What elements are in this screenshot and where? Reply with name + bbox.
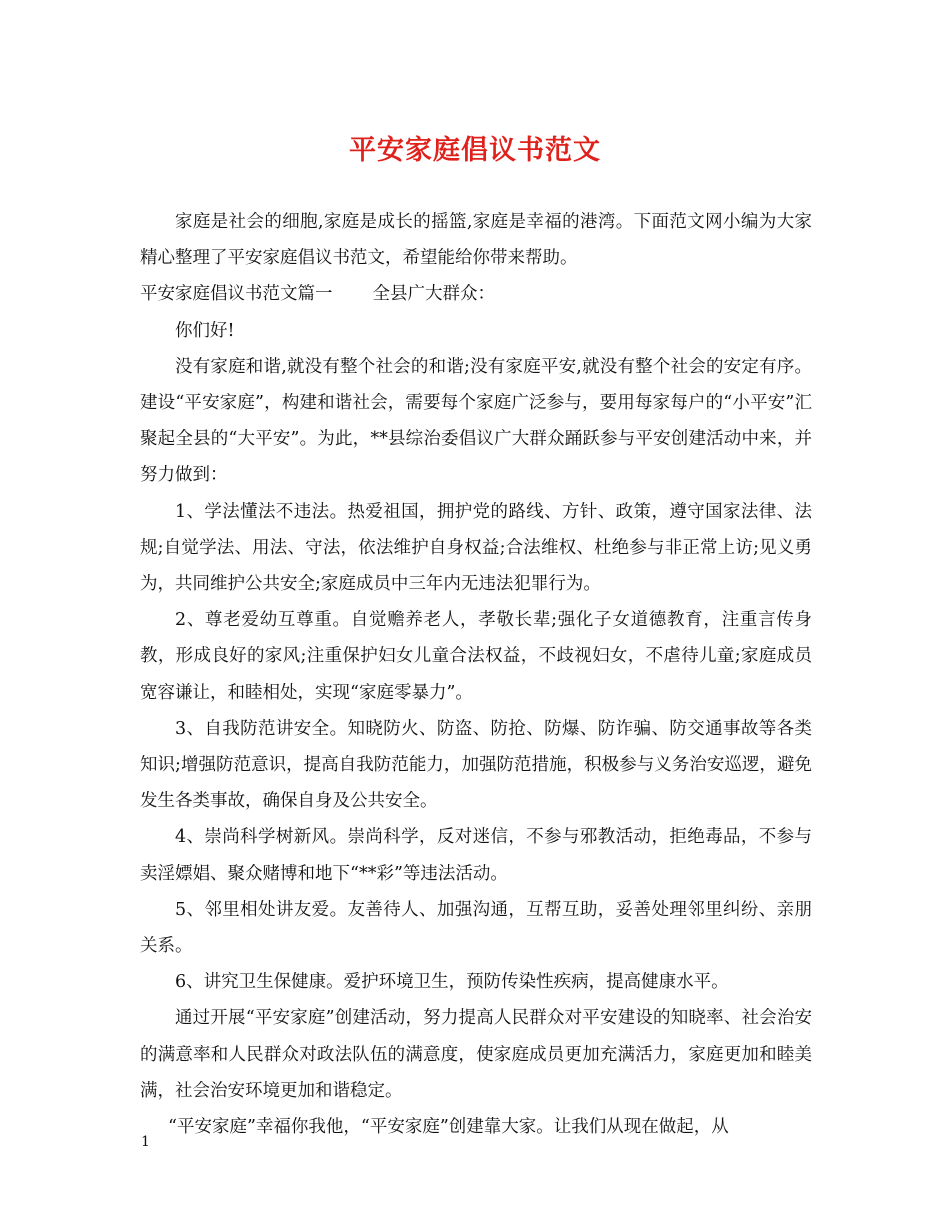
list-item: 6、讲究卫生保健康。爱护环境卫生，预防传染性疾病，提高健康水平。 <box>175 972 729 993</box>
list-item: 1、学法懂法不违法。热爱祖国，拥护党的路线、方针、政策，遵守国家法律、法规;自觉学法、用法、守法，依法维护自身权益;合法维权、杜绝参与非正常上访;见义勇为，共同维护公共安全;家庭成员中三年内无违法犯罪行为。 <box>140 501 812 595</box>
intro-paragraph: 家庭是社会的细胞,家庭是成长的摇篮,家庭是幸福的港湾。下面范文网小编为大家精心整理了平安家庭倡议书范文，希望能给你带来帮助。 <box>140 212 812 269</box>
page-number: 1 <box>141 1134 150 1150</box>
list-item: 5、邻里相处讲友爱。友善待人、加强沟通，互帮互助，妥善处理邻里纠纷、亲朋关系。 <box>140 899 812 957</box>
closing-paragraph: “平安家庭”幸福你我他，“平安家庭”创建靠大家。让我们从现在做起，从 <box>168 1117 729 1138</box>
section-heading-line <box>140 276 812 312</box>
greeting: 你们好! <box>175 320 235 341</box>
list-item: 2、尊老爱幼互尊重。自觉赡养老人，孝敬长辈;强化子女道德教育，注重言传身教，形成良好的家风;注重保护妇女儿童合法权益，不歧视妇女，不虐待儿童;家庭成员宽容谦让，和睦相处，实现“家庭零暴力”。 <box>140 610 812 703</box>
conclusion-paragraph: 通过开展“平安家庭”创建活动，努力提高人民群众对平安建设的知晓率、社会治安的满意率和人民群众对政法队伍的满意度，使家庭成员更加充满活力，家庭更加和睦美满，社会治安环境更加和谐稳定。 <box>140 1008 812 1101</box>
document-title: 平安家庭倡议书范文 <box>349 135 601 166</box>
addressee: 全县广大群众： <box>372 284 495 305</box>
section-heading: 平安家庭倡议书范文篇一 <box>140 284 333 305</box>
preamble-paragraph: 没有家庭和谐,就没有整个社会的和谐;没有家庭平安,就没有整个社会的安定有序。建设“平安家庭”，构建和谐社会，需要每个家庭广泛参与，要用每家每户的“小平安”汇聚起全县的“大平安”。为此，**县综治委倡议广大群众踊跃参与平安创建活动中来，并努力做到： <box>140 356 812 486</box>
list-item: 4、崇尚科学树新风。崇尚科学，反对迷信，不参与邪教活动，拒绝毒品，不参与卖淫嫖娼、聚众赌博和地下“**彩”等违法活动。 <box>140 827 812 884</box>
document-body <box>140 204 812 1145</box>
list-item: 3、自我防范讲安全。知晓防火、防盗、防抢、防爆、防诈骗、防交通事故等各类知识;增强防范意识，提高自我防范能力，加强防范措施，积极参与义务治安巡逻，避免发生各类事故，确保自身及公共安全。 <box>140 718 812 812</box>
